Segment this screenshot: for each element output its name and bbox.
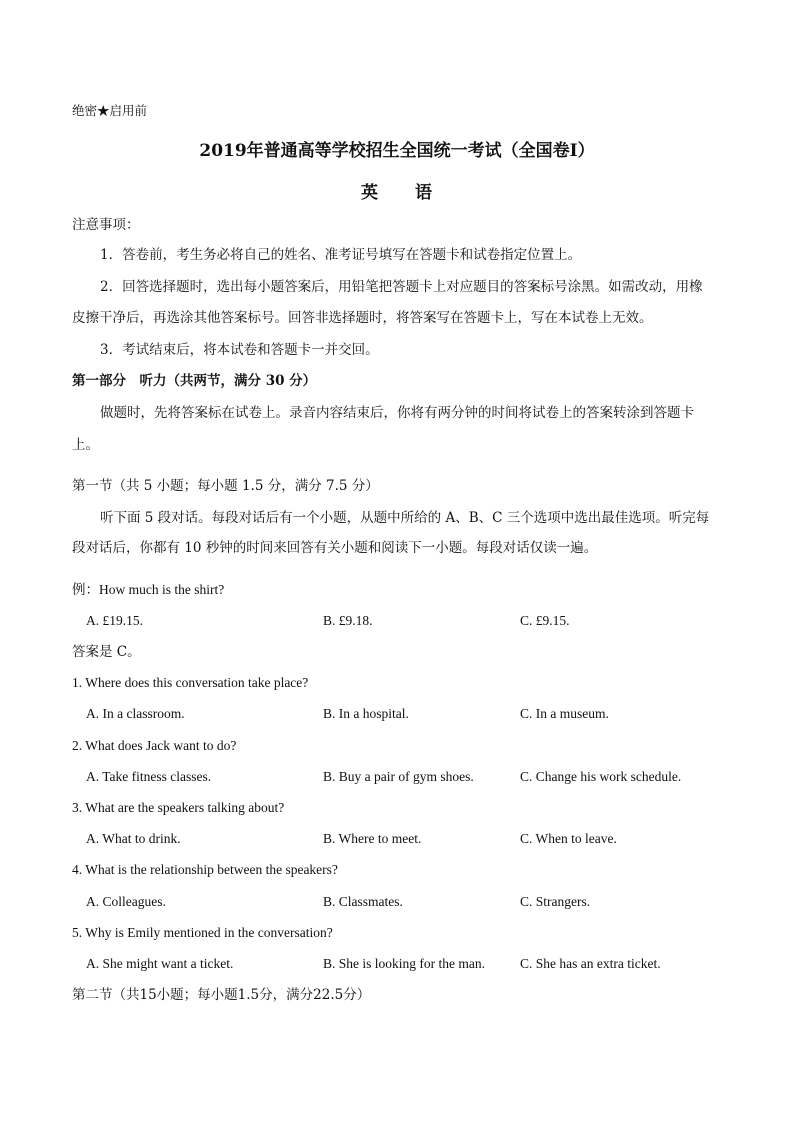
part1-intro-line-2: 上。 bbox=[72, 437, 99, 453]
secret-label: 绝密★启用前 bbox=[72, 103, 148, 118]
part1-heading: 第一部分 听力（共两节，满分 30 分） bbox=[72, 373, 317, 389]
notice-item-2-line-2: 皮擦干净后，再选涂其他答案标号。回答非选择题时，将答案写在答题卡上，写在本试卷上无效。 bbox=[72, 310, 653, 326]
question-5-option-b: B. She is looking for the man. bbox=[323, 956, 485, 971]
question-2: 2. What does Jack want to do? bbox=[72, 738, 237, 753]
question-2-option-a: A. Take fitness classes. bbox=[86, 769, 212, 784]
example-question: 例：How much is the shirt? bbox=[72, 582, 225, 597]
section1-intro-line-1: 听下面 5 段对话。每段对话后有一个小题，从题中所给的 A、B、C 三个选项中选出最佳选项。听完每 bbox=[100, 510, 710, 526]
notice-item-1: 1．答卷前，考生务必将自己的姓名、准考证号填写在答题卡和试卷指定位置上。 bbox=[100, 247, 582, 263]
question-1-option-c: C. In a museum. bbox=[520, 706, 609, 721]
notice-heading: 注意事项： bbox=[72, 217, 140, 233]
question-3-option-a: A. What to drink. bbox=[86, 831, 181, 846]
section1-intro-line-2: 段对话后，你都有 10 秒钟的时间来回答有关小题和阅读下一小题。每段对话仅读一遍。 bbox=[72, 540, 598, 556]
question-4-option-b: B. Classmates. bbox=[323, 894, 403, 909]
example-option-c: C. £9.15. bbox=[520, 613, 570, 628]
question-3: 3. What are the speakers talking about? bbox=[72, 800, 285, 815]
question-5: 5. Why is Emily mentioned in the conversation? bbox=[72, 925, 333, 940]
subject-title: 英 语 bbox=[361, 183, 433, 203]
question-3-option-c: C. When to leave. bbox=[520, 831, 617, 846]
example-answer: 答案是 C。 bbox=[72, 644, 141, 660]
notice-item-2-line-1: 2．回答选择题时，选出每小题答案后，用铅笔把答题卡上对应题目的答案标号涂黑。如需改动，用橡 bbox=[100, 279, 703, 295]
question-4: 4. What is the relationship between the speakers? bbox=[72, 862, 338, 877]
example-option-b: B. £9.18. bbox=[323, 613, 373, 628]
question-2-option-b: B. Buy a pair of gym shoes. bbox=[323, 769, 474, 784]
question-1-option-b: B. In a hospital. bbox=[323, 706, 409, 721]
section1-heading: 第一节（共 5 小题；每小题 1.5 分，满分 7.5 分） bbox=[72, 478, 379, 494]
question-4-option-a: A. Colleagues. bbox=[86, 894, 166, 909]
section2-heading: 第二节（共15小题；每小题1.5分，满分22.5分） bbox=[72, 987, 371, 1003]
part1-intro-line-1: 做题时，先将答案标在试卷上。录音内容结束后，你将有两分钟的时间将试卷上的答案转涂到答题卡 bbox=[100, 405, 694, 421]
question-5-option-a: A. She might want a ticket. bbox=[86, 956, 234, 971]
question-1-option-a: A. In a classroom. bbox=[86, 706, 185, 721]
question-2-option-c: C. Change his work schedule. bbox=[520, 769, 682, 784]
example-option-a: A. £19.15. bbox=[86, 613, 143, 628]
question-3-option-b: B. Where to meet. bbox=[323, 831, 422, 846]
notice-item-3: 3．考试结束后，将本试卷和答题卡一并交回。 bbox=[100, 342, 379, 358]
question-5-option-c: C. She has an extra ticket. bbox=[520, 956, 661, 971]
question-4-option-c: C. Strangers. bbox=[520, 894, 591, 909]
question-1: 1. Where does this conversation take place? bbox=[72, 675, 309, 690]
exam-title: 2019年普通高等学校招生全国统一考试（全国卷I） bbox=[199, 141, 595, 161]
